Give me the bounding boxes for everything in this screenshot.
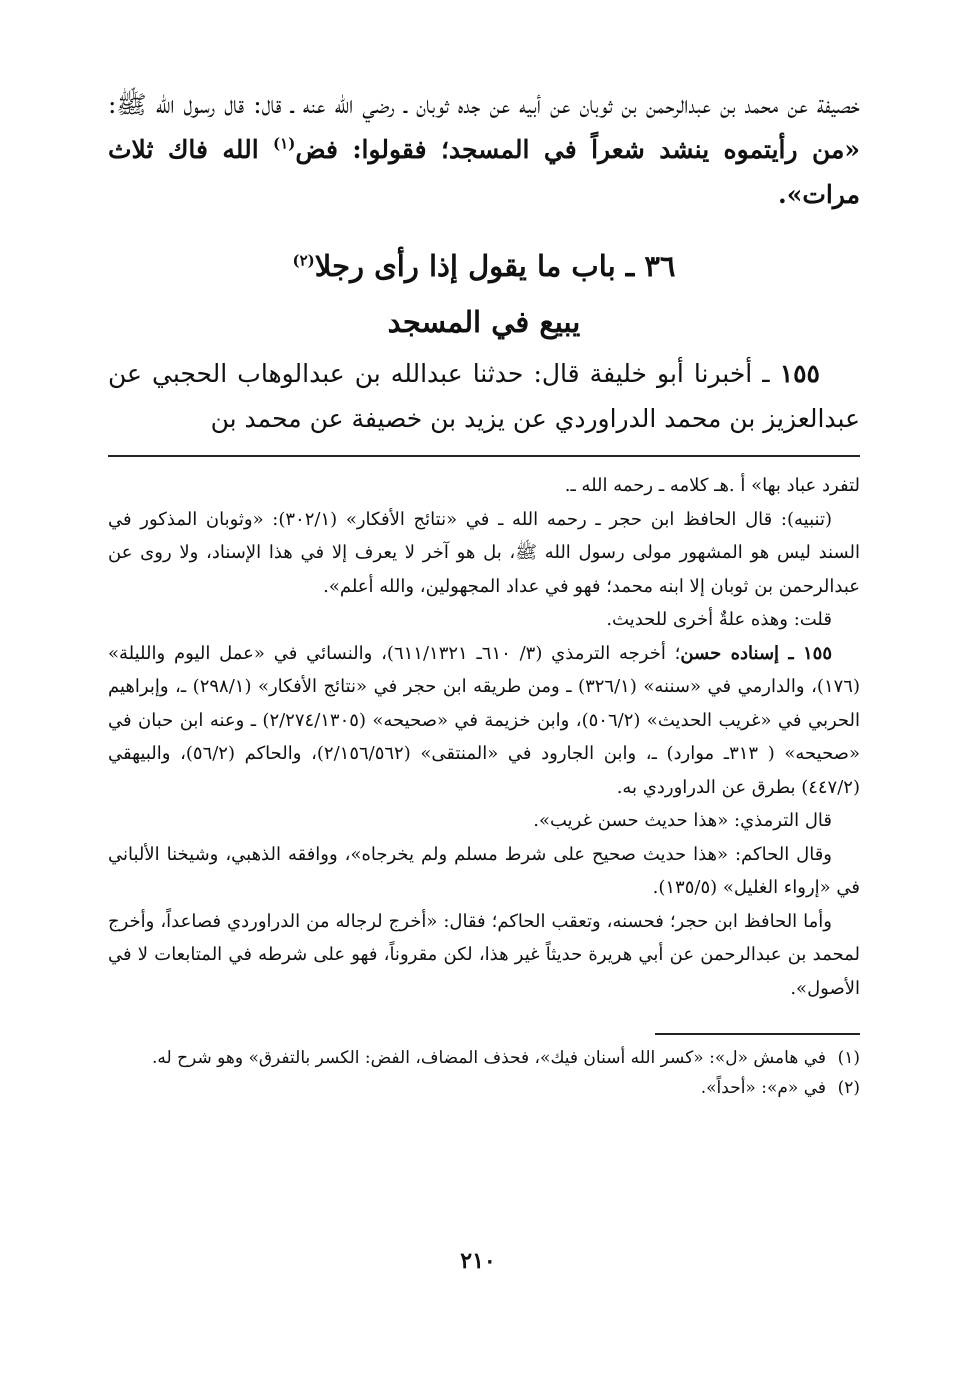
footnote-ref-2[interactable]: (٢): [292, 251, 315, 270]
footnote-2: [108, 1073, 860, 1103]
takhrij-grade: ـ إسناده حسن: [680, 642, 803, 664]
takhrij-text: ؛ أخرجه الترمذي (٣/ ٦١٠ـ ٦١١/١٣٢١)، والنسائي في «عمل اليوم والليلة» (١٧٦)، والدارمي في «سننه» (٣٢٦/١) ـ ومن طريقه ابن حجر في «نتائج الأفكار» (٢٩٨/١) ـ، وإبراهيم الحربي في «غريب الحديث» (٥٠٦/٢)، وابن خزيمة في «صحيحه» (٢/٢٧٤/١٣٠٥) ـ وعنه ابن حبان في «صحيحه» ( ٣١٣ـ موارد) ـ، وابن الجارود في «المنتقى» (٢/١٥٦/٥٦٢)، والحاكم (٥٦/٢)، والبيهقي (٤٤٧/٢) بطرق عن الدراوردي به.: [108, 642, 860, 798]
main-text: [108, 82, 860, 441]
page-number: ٢١٠: [460, 1248, 496, 1274]
note-line: لتفرد عباد بها» أ .هـ كلامه ـ رحمه الله ـ.: [564, 475, 860, 496]
note-qultu: قلت: وهذه علةٌ أخرى للحديث.: [606, 609, 832, 630]
divider: [108, 455, 860, 457]
footnotes: [108, 1043, 860, 1103]
isnad-text: ـ أخبرنا أبو خليفة قال: حدثنا عبدالله بن عبدالوهاب الحجبي عن عبدالعزيز بن محمد الدراوردي عن يزيد بن خصيفة عن محمد بن: [108, 359, 860, 433]
chapter-heading-line1: [108, 241, 860, 291]
note-hakim: وقال الحاكم: «هذا حديث صحيح على شرط مسلم ولم يخرجاه»، ووافقه الذهبي، وشيخنا الألباني في «إرواء الغليل» (١٣٥/٥).: [108, 843, 860, 898]
commentary: [108, 469, 860, 1005]
hadith-quote: [108, 135, 860, 209]
chapter-heading: [108, 241, 860, 347]
note-takhrij: [108, 637, 860, 805]
note-ibn-hajar: وأما الحافظ ابن حجر؛ فحسنه، وتعقب الحاكم؛ فقال: «أخرج لرجاله من الدراوردي فصاعداً، وأخرج لمحمد بن عبدالرحمن عن أبي هريرة حديثاً غير هذا، لكن مقروناً، فهو على شرطه في المتابعات لا في الأصول».: [108, 910, 860, 999]
footnote-1: [108, 1043, 860, 1073]
note-tanbih: (تنبيه): قال الحافظ ابن حجر ـ رحمه الله ـ في «نتائج الأفكار» (٣٠٢/١): «وثوبان المذكور في السند ليس هو المشهور مولى رسول الله ﷺ، بل هو آخر لا يعرف إلا في هذا الإسناد، ولا روى عن عبدالرحمن بن ثوبان إلا ابنه محمد؛ فهو في عداد المجهولين، والله أعلم».: [108, 508, 860, 597]
footnote-2-text: في «م»: «أحداً».: [700, 1078, 826, 1098]
footnote-divider: [655, 1033, 860, 1035]
hadith-number: ١٥٥: [779, 359, 820, 388]
text-segment: خصيفة عن محمد بن عبدالرحمن بن ثوبان عن أبيه عن جده ثوبان ـ رضي الله عنه ـ قال: قال رسول الله ﷺ:: [108, 90, 860, 119]
chapter-heading-line2: يبيع في المسجد: [387, 305, 581, 339]
hadith-quote-end: الله فاك ثلاث مرات».: [108, 135, 860, 209]
hadith-quote-text: «من رأيتموه ينشد شعراً في المسجد؛ فقولوا: فض: [295, 135, 860, 164]
paragraph-hadith-154-end: [108, 82, 860, 217]
footnote-ref-1[interactable]: (١): [273, 134, 296, 153]
paragraph-hadith-155: [108, 351, 860, 441]
footnote-1-text: في هامش «ل»: «كسر الله أسنان فيك»، فحذف المضاف، الفض: الكسر بالتفرق» وهو شرح له.: [151, 1048, 826, 1068]
takhrij-number: ١٥٥: [803, 642, 833, 664]
footnote-2-mark: (٢): [837, 1078, 860, 1098]
note-tirmidhi: قال الترمذي: «هذا حديث حسن غريب».: [533, 810, 832, 831]
footnote-1-mark: (١): [837, 1048, 860, 1068]
chapter-title: ٣٦ ـ باب ما يقول إذا رأى رجلا: [314, 249, 676, 283]
page-body: [108, 82, 860, 1103]
